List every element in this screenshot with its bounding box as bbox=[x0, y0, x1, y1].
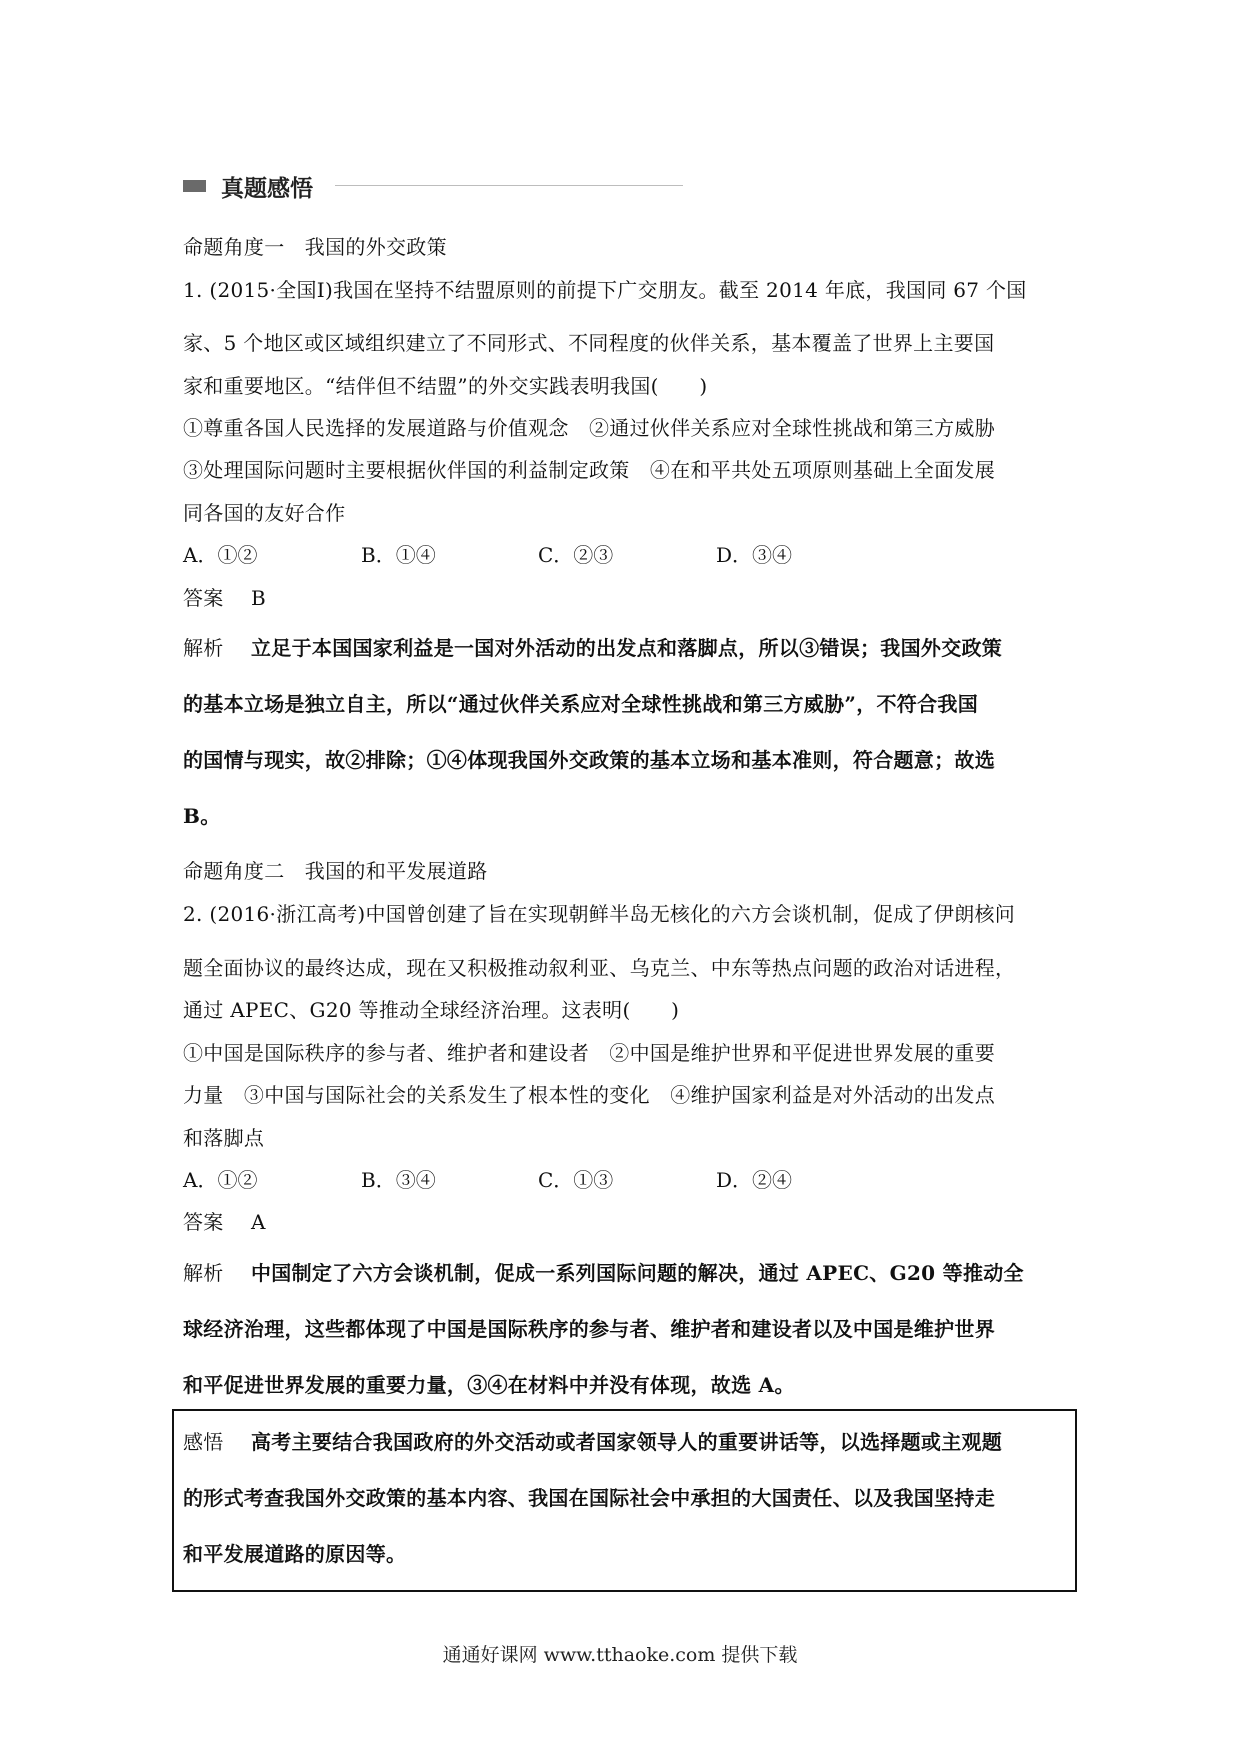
section-divider bbox=[335, 185, 683, 186]
q2-stem-line: 2. (2016·浙江高考)中国曾创建了旨在实现朝鲜半岛无核化的六方会谈机制，促成了伊朗核问 bbox=[183, 902, 1016, 926]
insight-line bbox=[183, 1426, 1002, 1455]
q1-stem-line: 1. (2015·全国Ⅰ)我国在坚持不结盟原则的前提下广交朋友。截至 2014 年底，我国同 67 个国 bbox=[183, 278, 1027, 302]
q2-analysis-line: 球经济治理，这些都体现了中国是国际秩序的参与者、维护者和建设者以及中国是维护世界 bbox=[183, 1317, 995, 1341]
q1-analysis-line: 的国情与现实，故②排除；①④体现我国外交政策的基本立场和基本准则，符合题意；故选 bbox=[183, 748, 995, 772]
page-footer: 通通好课网 www.tthaoke.com 提供下载 bbox=[442, 1644, 798, 1666]
q1-statement-line: ③处理国际问题时主要根据伙伴国的利益制定政策 ④在和平共处五项原则基础上全面发展 bbox=[183, 458, 995, 482]
q2-stem-line: 题全面协议的最终达成，现在又积极推动叙利亚、乌克兰、中东等热点问题的政治对话进程， bbox=[183, 956, 1016, 980]
q2-option-d: D．②④ bbox=[716, 1168, 793, 1192]
q1-statement-line: ①尊重各国人民选择的发展道路与价值观念 ②通过伙伴关系应对全球性挑战和第三方威胁 bbox=[183, 416, 995, 440]
angle-1-title: 命题角度一 我国的外交政策 bbox=[183, 235, 447, 259]
q2-statement-line: 和落脚点 bbox=[183, 1126, 265, 1150]
q2-analysis-line: 中国制定了六方会谈机制，促成一系列国际问题的解决，通过 APEC、G20 等推动全 bbox=[251, 1261, 1024, 1285]
angle-2-title: 命题角度二 我国的和平发展道路 bbox=[183, 859, 488, 883]
answer-label: 答案 bbox=[183, 586, 224, 610]
q2-option-a: A．①② bbox=[183, 1168, 258, 1192]
q2-answer bbox=[183, 1206, 266, 1235]
section-marker-icon bbox=[183, 180, 206, 192]
q1-analysis bbox=[183, 632, 1002, 661]
insight-text: 高考主要结合我国政府的外交活动或者国家领导人的重要讲话等，以选择题或主观题 bbox=[251, 1430, 1003, 1454]
analysis-label: 解析 bbox=[183, 1261, 224, 1285]
q1-analysis-line: 立足于本国国家利益是一国对外活动的出发点和落脚点，所以③错误；我国外交政策 bbox=[251, 636, 1003, 660]
q2-statement-line: ①中国是国际秩序的参与者、维护者和建设者 ②中国是维护世界和平促进世界发展的重要 bbox=[183, 1041, 995, 1065]
q2-option-c: C．①③ bbox=[538, 1168, 614, 1192]
q1-answer bbox=[183, 582, 266, 611]
q1-stem-line: 家、5 个地区或区域组织建立了不同形式、不同程度的伙伴关系，基本覆盖了世界上主要国 bbox=[183, 331, 995, 355]
q1-analysis-line: 的基本立场是独立自主，所以“通过伙伴关系应对全球性挑战和第三方威胁”，不符合我国 bbox=[183, 692, 979, 716]
q1-statement-line: 同各国的友好合作 bbox=[183, 501, 346, 525]
analysis-label: 解析 bbox=[183, 636, 224, 660]
insight-line: 的形式考查我国外交政策的基本内容、我国在国际社会中承担的大国责任、以及我国坚持走 bbox=[183, 1486, 995, 1510]
insight-label: 感悟 bbox=[183, 1430, 224, 1454]
q2-statement-line: 力量 ③中国与国际社会的关系发生了根本性的变化 ④维护国家利益是对外活动的出发点 bbox=[183, 1083, 995, 1107]
answer-label: 答案 bbox=[183, 1210, 224, 1234]
q1-option-a: A．①② bbox=[183, 543, 258, 567]
q1-answer-value: B bbox=[251, 586, 266, 610]
q1-option-d: D．③④ bbox=[716, 543, 793, 567]
insight-line: 和平发展道路的原因等。 bbox=[183, 1542, 407, 1566]
section-title: 真题感悟 bbox=[221, 176, 313, 202]
q2-analysis bbox=[183, 1257, 1024, 1286]
section-header bbox=[183, 168, 683, 202]
q1-stem-line: 家和重要地区。“结伴但不结盟”的外交实践表明我国( ) bbox=[183, 374, 708, 398]
q2-analysis-line: 和平促进世界发展的重要力量，③④在材料中并没有体现，故选 A。 bbox=[183, 1373, 795, 1397]
q1-option-c: C．②③ bbox=[538, 543, 614, 567]
q2-answer-value: A bbox=[251, 1210, 266, 1234]
q1-analysis-line: B。 bbox=[183, 804, 221, 828]
q1-option-b: B．①④ bbox=[361, 543, 436, 567]
q2-stem-line: 通过 APEC、G20 等推动全球经济治理。这表明( ) bbox=[183, 998, 680, 1022]
q2-option-b: B．③④ bbox=[361, 1168, 436, 1192]
